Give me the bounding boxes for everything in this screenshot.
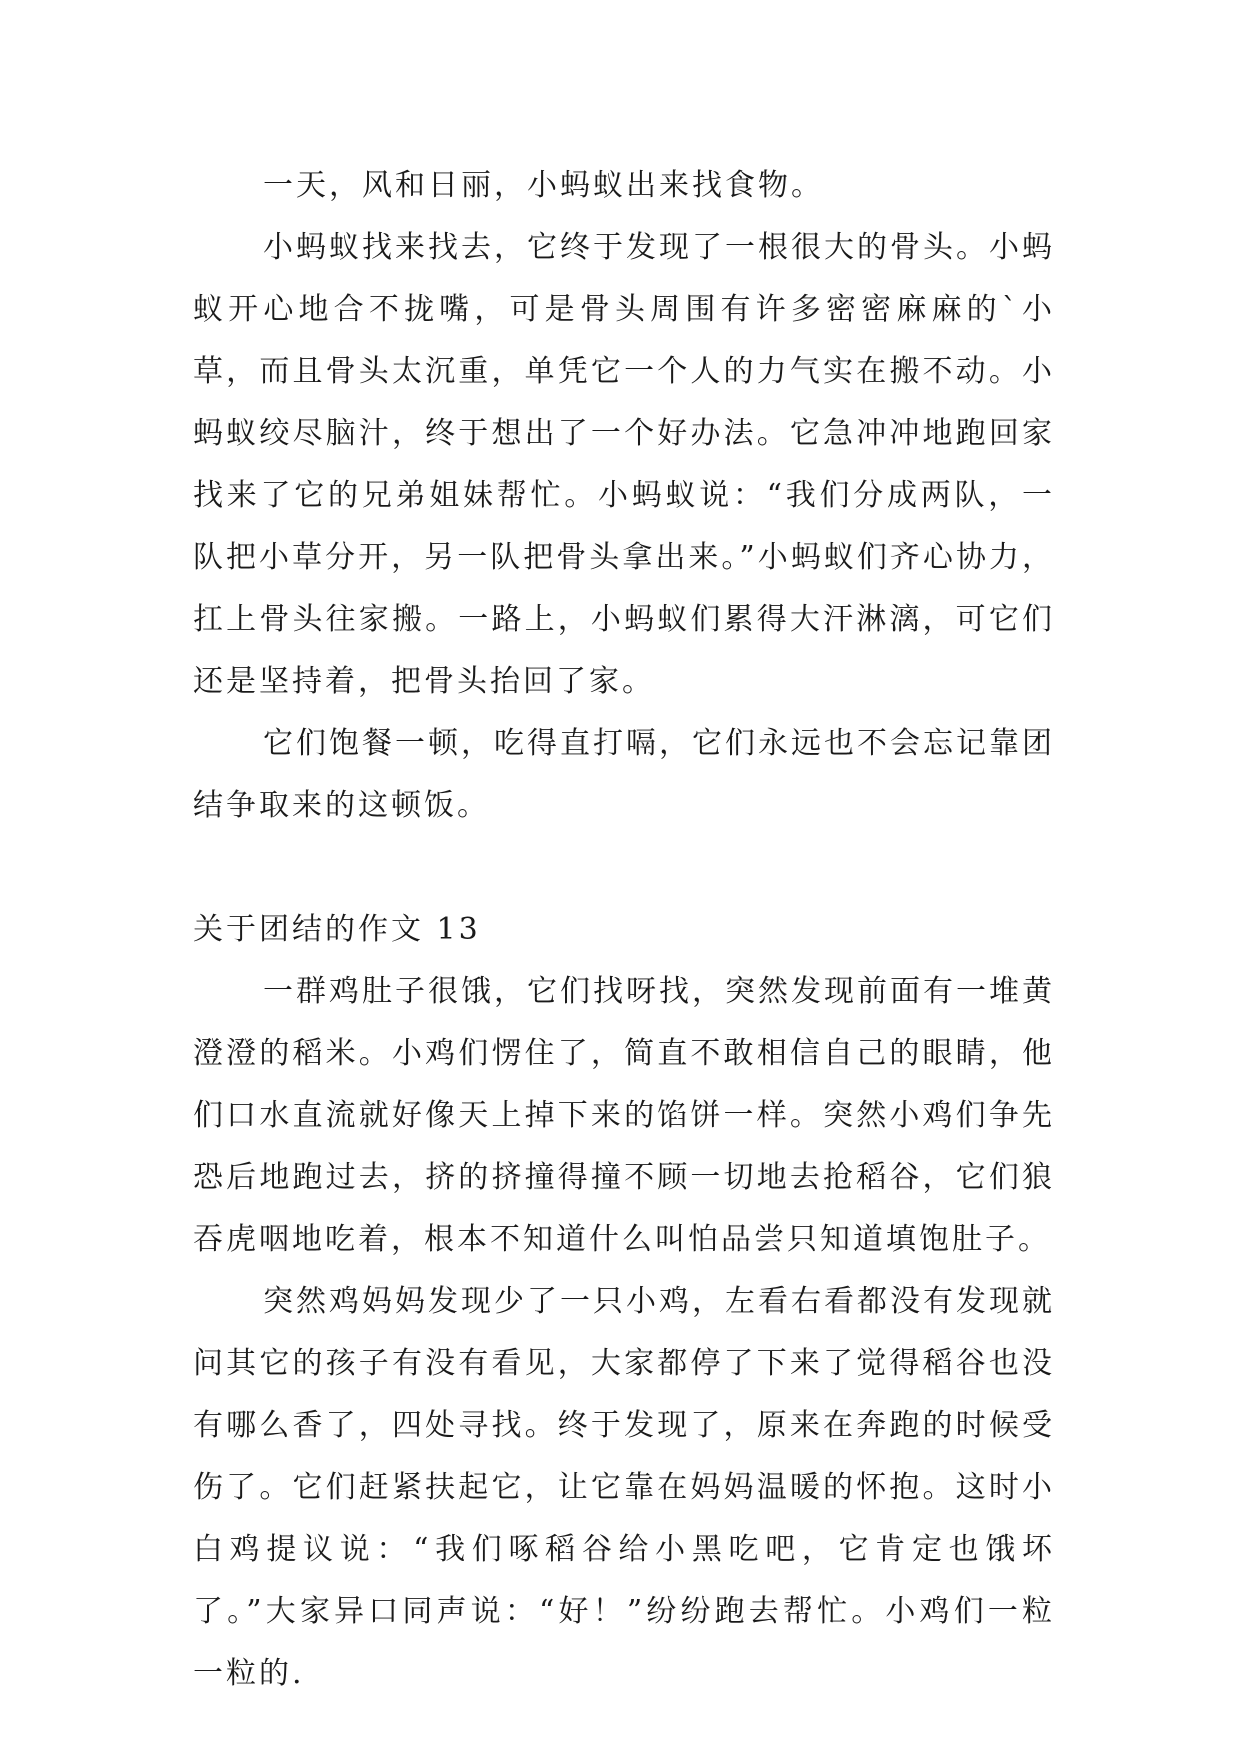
story-section-ants bbox=[193, 155, 1055, 837]
document-body bbox=[193, 155, 1055, 1705]
paragraph: 它们饱餐一顿，吃得直打嗝，它们永远也不会忘记靠团结争取来的这顿饭。 bbox=[193, 726, 1055, 823]
section-heading: 关于团结的作文 13 bbox=[193, 912, 481, 947]
story-section-chickens bbox=[193, 899, 1055, 1705]
paragraph: 一群鸡肚子很饿，它们找呀找，突然发现前面有一堆黄澄澄的稻米。小鸡们愣住了，简直不敢相信自己的眼睛，他们口水直流就好像天上掉下来的馅饼一样。突然小鸡们争先恐后地跑过去，挤的挤撞得撞不顾一切地去抢稻谷，它们狼吞虎咽地吃着，根本不知道什么叫怕品尝只知道填饱肚子。 bbox=[193, 974, 1055, 1257]
paragraph: 小蚂蚁找来找去，它终于发现了一根很大的骨头。小蚂蚁开心地合不拢嘴，可是骨头周围有许多密密麻麻的`小草，而且骨头太沉重，单凭它一个人的力气实在搬不动。小蚂蚁绞尽脑汁，终于想出了一个好办法。它急冲冲地跑回家找来了它的兄弟姐妹帮忙。小蚂蚁说：“我们分成两队，一队把小草分开，另一队把骨头拿出来。”小蚂蚁们齐心协力，扛上骨头往家搬。一路上，小蚂蚁们累得大汗淋漓，可它们还是坚持着，把骨头抬回了家。 bbox=[193, 230, 1055, 699]
paragraph: 突然鸡妈妈发现少了一只小鸡，左看右看都没有发现就问其它的孩子有没有看见，大家都停了下来了觉得稻谷也没有哪么香了，四处寻找。终于发现了，原来在奔跑的时候受伤了。它们赶紧扶起它，让它靠在妈妈温暖的怀抱。这时小白鸡提议说：“我们啄稻谷给小黑吃吧，它肯定也饿坏了。”大家异口同声说：“好！”纷纷跑去帮忙。小鸡们一粒一粒的. bbox=[193, 1284, 1055, 1691]
paragraph: 一天，风和日丽，小蚂蚁出来找食物。 bbox=[263, 168, 824, 203]
